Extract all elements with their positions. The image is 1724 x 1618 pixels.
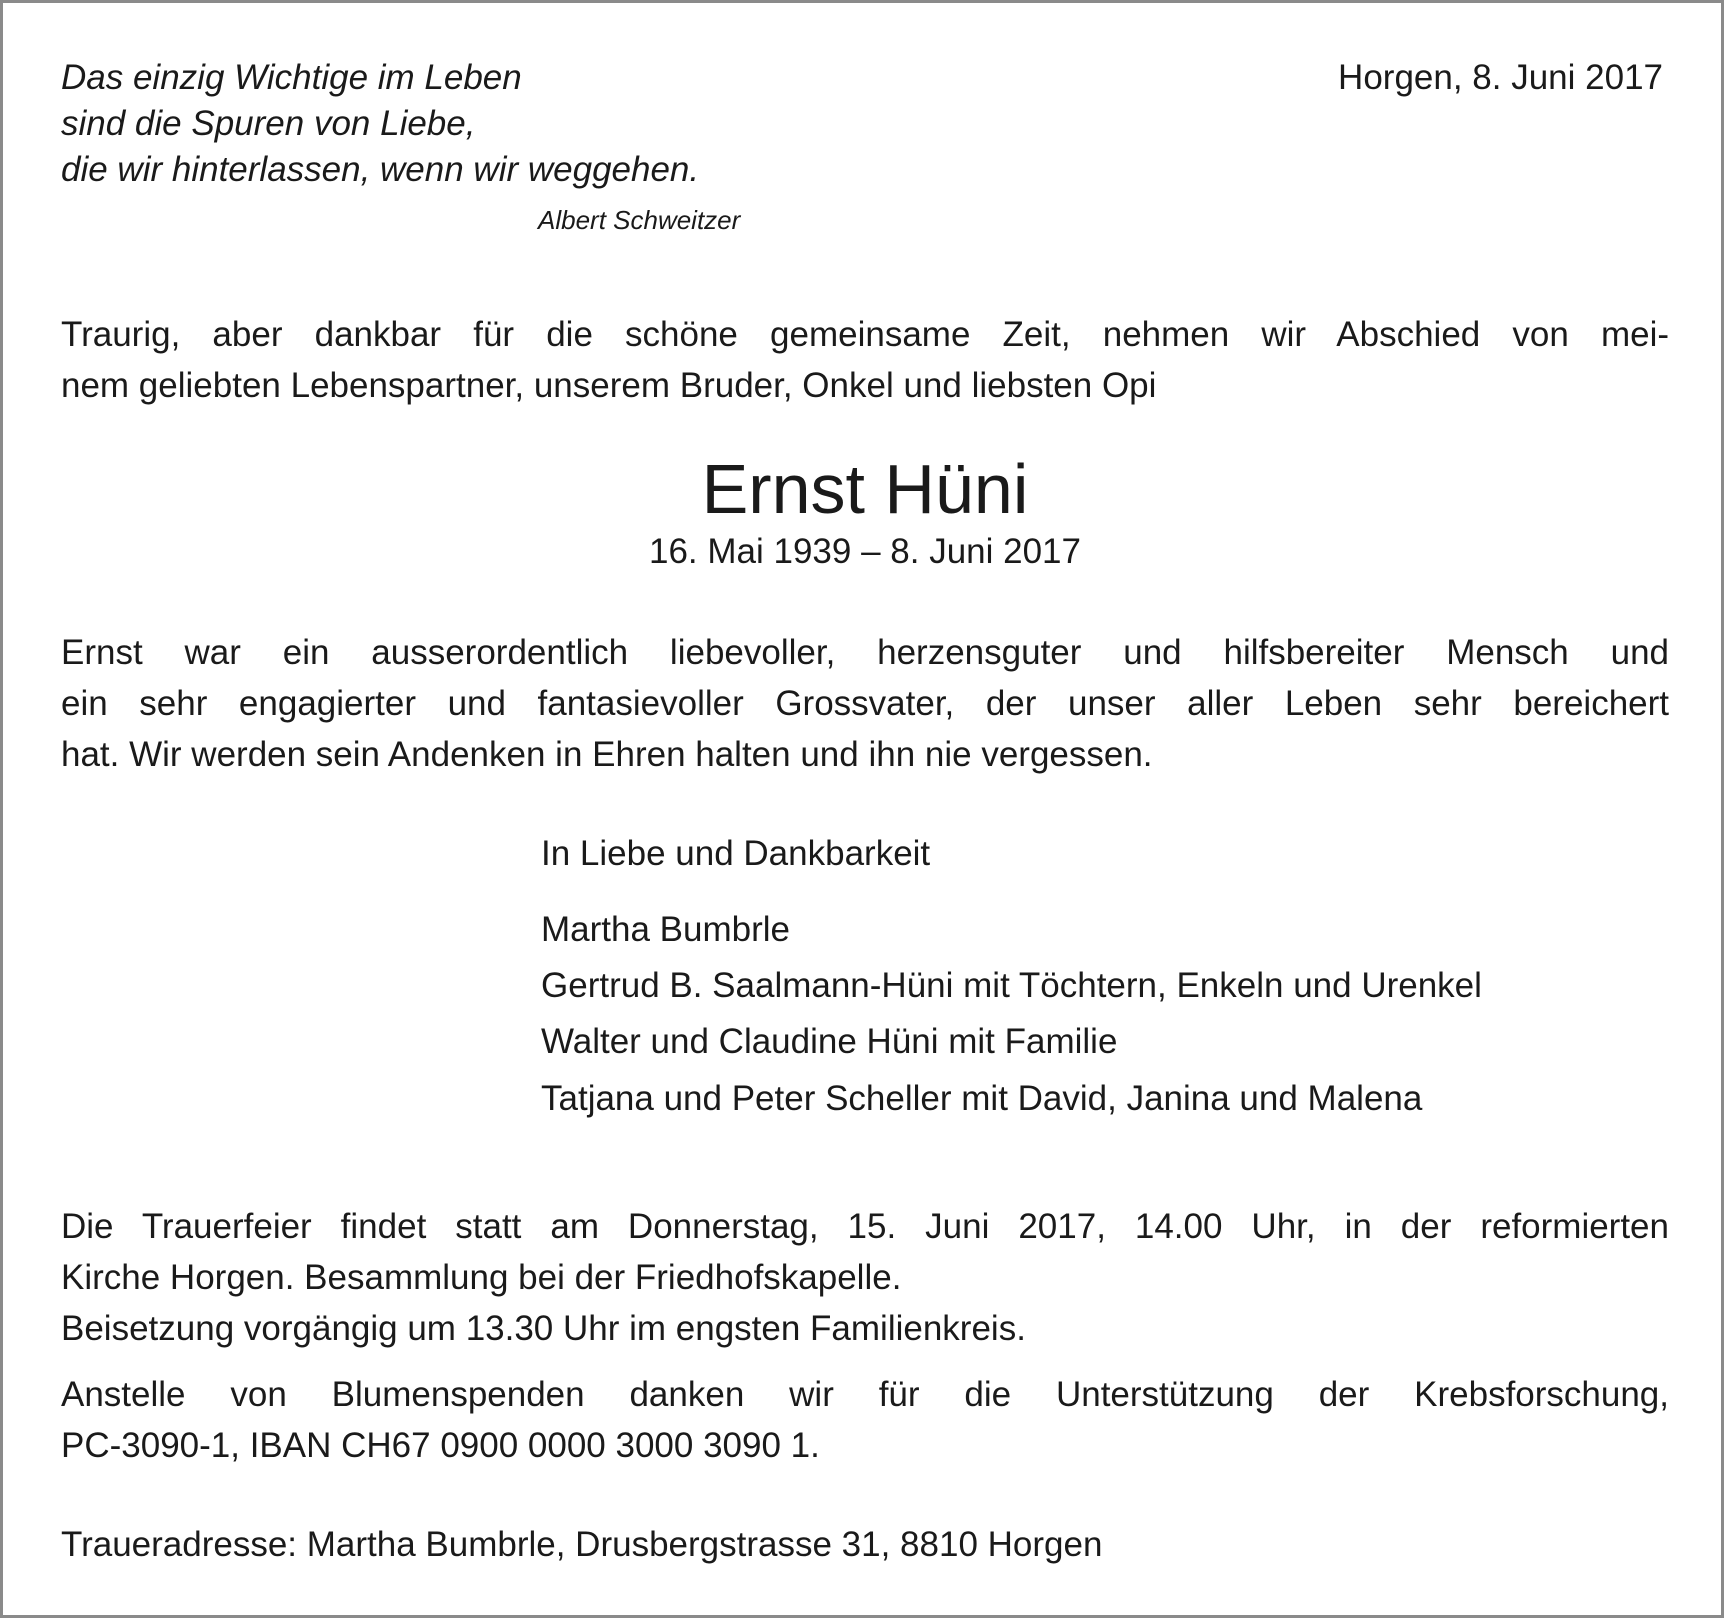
donation-line: Anstelle von Blumenspenden danken wir für die Unterstützung der Krebsforschung, <box>61 1375 1669 1414</box>
quote-line: sind die Spuren von Liebe, <box>61 104 476 143</box>
mourner-name: Martha Bumbrle <box>541 910 790 949</box>
signoff-greeting: In Liebe und Dankbarkeit <box>541 834 931 873</box>
mourner-name: Walter und Claudine Hüni mit Familie <box>541 1022 1118 1061</box>
tribute-line: hat. Wir werden sein Andenken in Ehren halten und ihn nie vergessen. <box>61 735 1153 774</box>
service-line: Beisetzung vorgängig um 13.30 Uhr im engsten Familienkreis. <box>61 1309 1026 1348</box>
service-line: Die Trauerfeier findet statt am Donnerstag, 15. Juni 2017, 14.00 Uhr, in der reformierten <box>61 1207 1669 1246</box>
intro-line: Traurig, aber dankbar für die schöne gemeinsame Zeit, nehmen wir Abschied von mei- <box>61 315 1669 354</box>
service-line: Kirche Horgen. Besammlung bei der Friedhofskapelle. <box>61 1258 902 1297</box>
quote-line: Das einzig Wichtige im Leben <box>61 58 522 97</box>
intro-line: nem geliebten Lebenspartner, unserem Bruder, Onkel und liebsten Opi <box>61 366 1157 405</box>
donation-line: PC-3090-1, IBAN CH67 0900 0000 3000 3090 1. <box>61 1426 820 1465</box>
deceased-name: Ernst Hüni <box>701 450 1029 528</box>
life-dates: 16. Mai 1939 – 8. Juni 2017 <box>649 532 1081 571</box>
tribute-line: Ernst war ein ausserordentlich liebevoller, herzensguter und hilfsbereiter Mensch und <box>61 633 1669 672</box>
quote-author: Albert Schweitzer <box>538 205 741 235</box>
mourner-name: Tatjana und Peter Scheller mit David, Janina und Malena <box>541 1079 1423 1118</box>
mourning-address: Traueradresse: Martha Bumbrle, Drusbergstrasse 31, 8810 Horgen <box>61 1525 1103 1564</box>
tribute-line: ein sehr engagierter und fantasievoller Grossvater, der unser aller Leben sehr bereichert <box>61 684 1669 723</box>
mourner-name: Gertrud B. Saalmann-Hüni mit Töchtern, Enkeln und Urenkel <box>541 966 1482 1005</box>
quote-line: die wir hinterlassen, wenn wir weggehen. <box>61 150 700 189</box>
place-date: Horgen, 8. Juni 2017 <box>1338 58 1663 97</box>
